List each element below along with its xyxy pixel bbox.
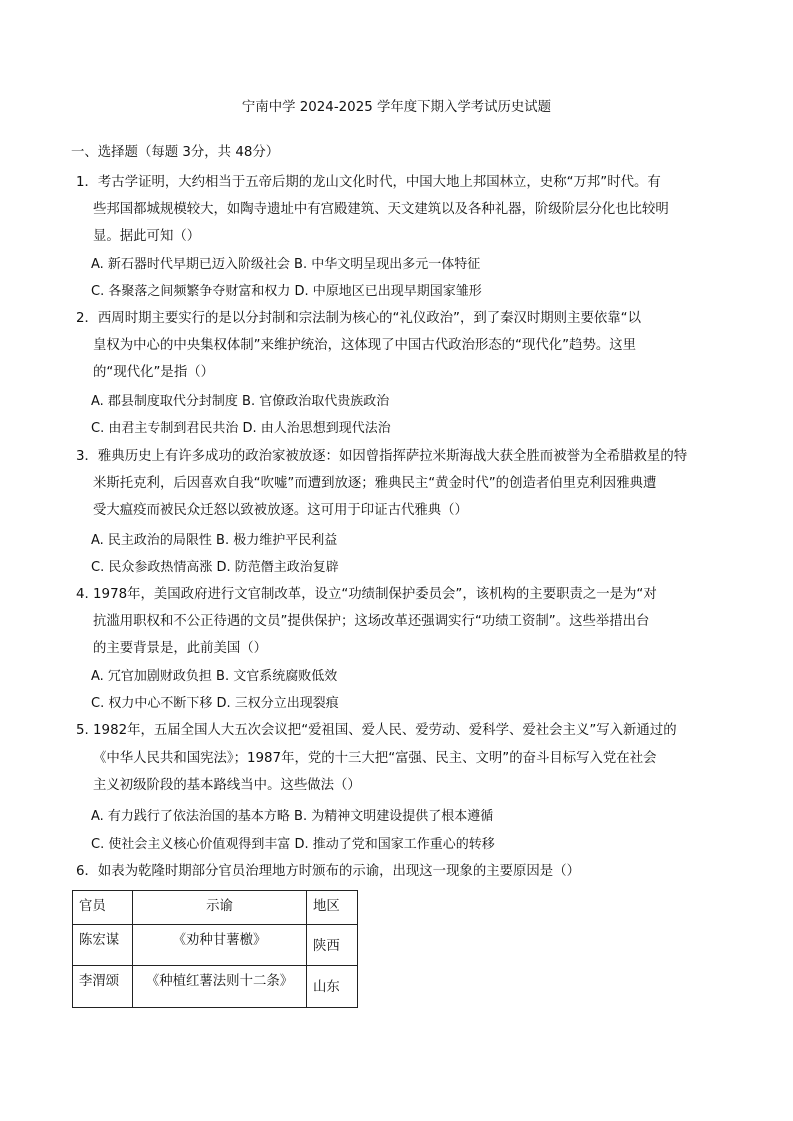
question-3-line-1: 3．雅典历史上有许多成功的政治家被放逐：如因曾指挥萨拉米斯海战大获全胜而被誉为全希腊救星的特 (76, 449, 688, 464)
table-header-cell: 官员 (73, 891, 133, 925)
question-1-line-3: 显。据此可知（） (93, 229, 201, 244)
question-5-options-cd: C. 使社会主义核心价值观得到丰富 D. 推动了党和国家工作重心的转移 (91, 837, 495, 852)
table-cell: 李渭颂 (73, 966, 133, 1008)
question-2-line-2: 皇权为中心的中央集权体制”来维护统治，这体现了中国古代政治形态的“现代化”趋势。这里 (93, 338, 637, 353)
question-4-line-2: 抗滥用职权和不公正待遇的文员”提供保护；这场改革还强调实行“功绩工资制”。这些举措出台 (93, 614, 650, 629)
table-header-cell: 地区 (307, 891, 358, 925)
question-2-options-cd: C. 由君主专制到君民共治 D. 由人治思想到现代法治 (91, 421, 391, 436)
question-4-line-1: 4. 1978年，美国政府进行文官制改革，设立“功绩制保护委员会”，该机构的主要职责之一是为“对 (76, 587, 657, 602)
table-cell: 山东 (307, 966, 358, 1008)
table-cell: 陈宏谋 (73, 925, 133, 966)
question-6-line-1: 6．如表为乾隆时期部分官员治理地方时颁布的示谕，出现这一现象的主要原因是（） (76, 864, 580, 879)
question-2-options-ab: A. 郡县制度取代分封制度 B. 官僚政治取代贵族政治 (91, 394, 390, 409)
question-3-options-ab: A. 民主政治的局限性 B. 极力维护平民利益 (91, 533, 338, 548)
question-1-options-ab: A. 新石器时代早期已迈入阶级社会 B. 中华文明呈现出多元一体特征 (91, 257, 481, 272)
question-2-line-1: 2．西周时期主要实行的是以分封制和宗法制为核心的“礼仪政治”，到了秦汉时期则主要依靠“以 (76, 311, 641, 326)
question-3-options-cd: C. 民众参政热情高涨 D. 防范僭主政治复辟 (91, 560, 339, 575)
question-5-options-ab: A. 有力践行了依法治国的基本方略 B. 为精神文明建设提供了根本遵循 (91, 809, 494, 824)
edict-table (72, 890, 358, 1008)
question-2-line-3: 的“现代化”是指（） (93, 365, 214, 380)
question-5-line-2: 《中华人民共和国宪法》；1987年，党的十三大把“富强、民主、文明”的奋斗目标写入党在社会 (93, 751, 657, 766)
question-1-line-1: 1．考古学证明，大约相当于五帝后期的龙山文化时代，中国大地上邦国林立，史称“万邦”时代。有 (76, 175, 661, 190)
question-3-line-3: 受大瘟疫而被民众迁怒以致被放逐。这可用于印证古代雅典（） (93, 503, 468, 518)
question-4-line-3: 的主要背景是，此前美国（） (93, 641, 268, 656)
question-1-line-2: 些邦国都城规模较大，如陶寺遗址中有宫殿建筑、天文建筑以及各种礼器，阶级阶层分化也比较明 (93, 202, 669, 217)
section-heading: 一、选择题（每题 3分，共 48分） (71, 145, 280, 160)
table-header-row (73, 891, 358, 925)
question-5-line-1: 5. 1982年，五届全国人大五次会议把“爱祖国、爱人民、爱劳动、爱科学、爱社会主义”写入新通过的 (76, 723, 677, 738)
table-cell: 《种植红薯法则十二条》 (133, 966, 307, 1008)
table-cell: 《劝种甘薯檄》 (133, 925, 307, 966)
table-row (73, 925, 358, 966)
exam-title: 宁南中学 2024-2025 学年度下期入学考试历史试题 (241, 100, 552, 115)
question-5-line-3: 主义初级阶段的基本路线当中。这些做法（） (93, 778, 361, 793)
table-header-cell: 示谕 (133, 891, 307, 925)
question-1-options-cd: C. 各聚落之间频繁争夺财富和权力 D. 中原地区已出现早期国家雏形 (91, 284, 482, 299)
question-4-options-cd: C. 权力中心不断下移 D. 三权分立出现裂痕 (91, 696, 339, 711)
table-cell: 陕西 (307, 925, 358, 966)
question-3-line-2: 米斯托克利，后因喜欢自我“吹嘘”而遭到放逐；雅典民主“黄金时代”的创造者伯里克利因雅典遭 (93, 476, 657, 491)
table-row (73, 966, 358, 1008)
question-4-options-ab: A. 冗官加剧财政负担 B. 文官系统腐败低效 (91, 669, 338, 684)
